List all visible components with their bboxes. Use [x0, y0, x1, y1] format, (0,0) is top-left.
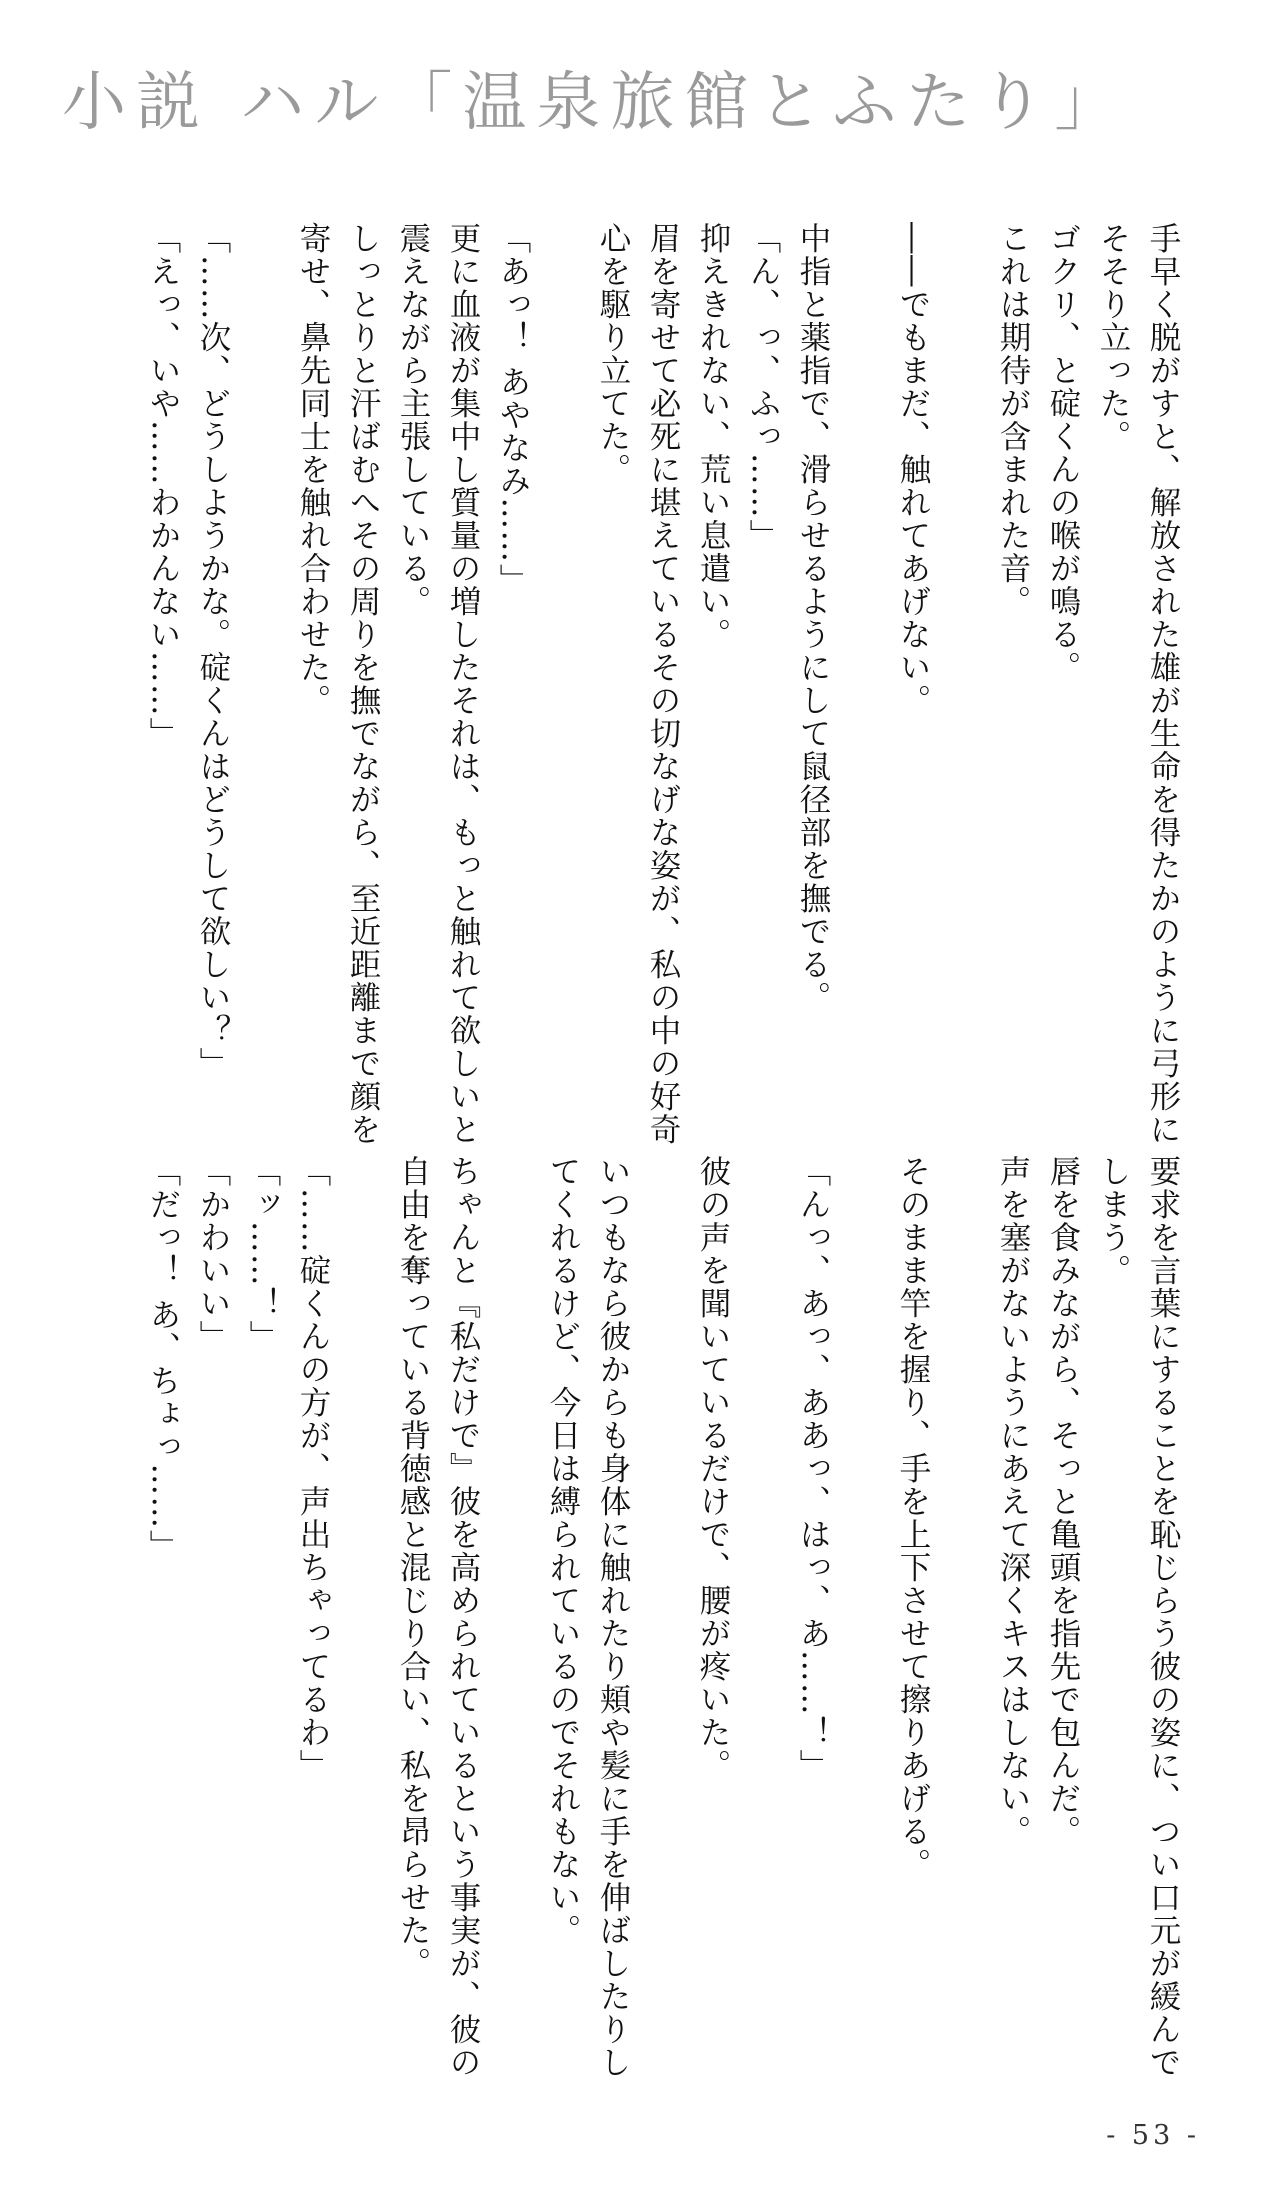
text-line: いつもなら彼からも身体に触れたり頬や髪に手を伸ばしたりし: [595, 1155, 631, 2079]
page-title: 小説 ハル「温泉旅館とふたり」: [62, 66, 1129, 140]
blank-line: [338, 1155, 388, 2075]
text-line: 「えっ、いや……わかんない……」: [145, 222, 181, 750]
text-line: 「ッ……！」: [245, 1155, 281, 1353]
blank-line: [638, 1155, 688, 2075]
text-line: 眉を寄せて必死に堪えているその切なげな姿が、私の中の好奇: [645, 222, 681, 1146]
text-line: ちゃんと『私だけで』彼を高められているという事実が、彼の: [445, 1155, 481, 2079]
text-line: 「かわいい」: [195, 1155, 231, 1353]
text-line: 「……次、どうしようかな。碇くんはどうして欲しい？」: [195, 222, 231, 1080]
text-line: ――でもまだ、触れてあげない。: [895, 222, 931, 717]
text-line: そそり立った。: [1095, 222, 1131, 453]
text-line: しまう。: [1095, 1155, 1131, 1287]
blank-line: [838, 1155, 888, 2075]
text-line: 寄せ、鼻先同士を触れ合わせた。: [295, 222, 331, 717]
text-line: 要求を言葉にすることを恥じらう彼の姿に、つい口元が緩んで: [1145, 1155, 1181, 2079]
text-line: ゴクリ、と碇くんの喉が鳴る。: [1045, 222, 1081, 684]
blank-line: [538, 222, 588, 1142]
blank-line: [738, 1155, 788, 2075]
text-line: 震えながら主張している。: [395, 222, 431, 618]
blank-line: [938, 222, 988, 1142]
blank-line: [488, 1155, 538, 2075]
text-line: 心を駆り立てた。: [595, 222, 631, 486]
text-line: 唇を食みながら、そっと亀頭を指先で包んだ。: [1045, 1155, 1081, 1848]
text-line: 「だっ！ あ、ちょっ……」: [145, 1155, 181, 1563]
text-line: しっとりと汗ばむへその周りを撫でながら、至近距離まで顔を: [345, 222, 381, 1146]
text-block-bottom: [72, 1155, 1188, 2079]
blank-line: [938, 1155, 988, 2075]
text-line: 抑えきれない、荒い息遣い。: [695, 222, 731, 651]
text-line: 手早く脱がすと、解放された雄が生命を得たかのように弓形に: [1145, 222, 1181, 1146]
text-line: 自由を奪っている背徳感と混じり合い、私を昂らせた。: [395, 1155, 431, 1980]
text-line: 「ん、っ、ふっ……」: [745, 222, 781, 552]
text-line: これは期待が含まれた音。: [995, 222, 1031, 618]
text-line: 「……碇くんの方が、声出ちゃってるわ」: [295, 1155, 331, 1782]
text-line: 声を塞がないようにあえて深くキスはしない。: [995, 1155, 1031, 1848]
text-line: 彼の声を聞いているだけで、腰が疼いた。: [695, 1155, 731, 1782]
text-line: そのまま竿を握り、手を上下させて擦りあげる。: [895, 1155, 931, 1881]
text-line: てくれるけど、今日は縛られているのでそれもない。: [545, 1155, 581, 1947]
blank-line: [238, 222, 288, 1142]
text-line: 中指と薬指で、滑らせるようにして鼠径部を撫でる。: [795, 222, 831, 1014]
text-block-top: [72, 222, 1188, 1146]
text-line: 「あっ！ あやなみ……」: [495, 222, 531, 597]
page-number: - 53 -: [1106, 2120, 1200, 2151]
text-line: 「んっ、あっ、ああっ、はっ、あ……！」: [795, 1155, 831, 1782]
text-line: 更に血液が集中し質量の増したそれは、もっと触れて欲しいと: [445, 222, 481, 1146]
blank-line: [838, 222, 888, 1142]
